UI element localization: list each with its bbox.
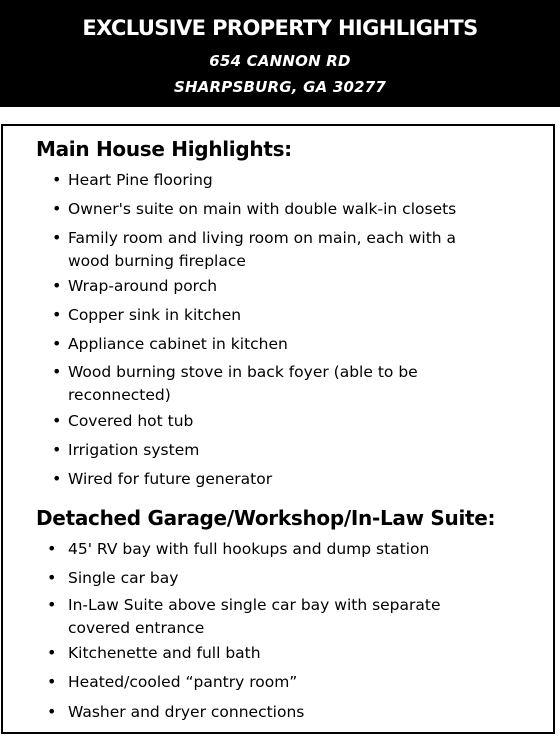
main-house-title: Main House Highlights: <box>36 137 292 161</box>
list-item-text: Covered hot tub <box>68 412 194 430</box>
bullet-icon: • <box>52 411 62 430</box>
garage-title: Detached Garage/Workshop/In-Law Suite: <box>36 506 496 530</box>
list-item-text: In-Law Suite above single car bay with separate <box>68 596 441 614</box>
list-item-text: Wrap-around porch <box>68 277 218 295</box>
list-item-text: Heart Pine flooring <box>68 171 213 189</box>
bullet-icon: • <box>47 539 57 558</box>
list-item-text: Heated/cooled “pantry room” <box>68 673 298 691</box>
address-city: SHARPSBURG, GA 30277 <box>173 78 387 96</box>
list-item-text: 45' RV bay with full hookups and dump station <box>68 540 430 558</box>
list-item-text: Owner's suite on main with double walk-in closets <box>68 200 457 218</box>
bullet-icon: • <box>52 170 62 189</box>
list-item-text: wood burning fireplace <box>68 252 246 270</box>
bullet-icon: • <box>52 334 62 353</box>
list-item-text: Wired for future generator <box>68 470 273 488</box>
bullet-icon: • <box>52 362 62 381</box>
list-item-text: Single car bay <box>68 569 179 587</box>
list-item-text: Washer and dryer connections <box>68 703 305 721</box>
list-item-text: Appliance cabinet in kitchen <box>68 335 288 353</box>
page-title: EXCLUSIVE PROPERTY HIGHLIGHTS <box>82 16 478 40</box>
list-item-text: reconnected) <box>68 386 171 404</box>
bullet-icon: • <box>47 702 57 721</box>
bullet-icon: • <box>52 469 62 488</box>
address-street: 654 CANNON RD <box>209 52 351 70</box>
list-item-text: covered entrance <box>68 619 205 637</box>
bullet-icon: • <box>52 228 62 247</box>
bullet-icon: • <box>52 276 62 295</box>
bullet-icon: • <box>47 595 57 614</box>
bullet-icon: • <box>47 568 57 587</box>
bullet-icon: • <box>52 199 62 218</box>
list-item-text: Irrigation system <box>68 441 200 459</box>
header-banner <box>0 0 560 107</box>
list-item-text: Wood burning stove in back foyer (able to be <box>68 363 418 381</box>
bullet-icon: • <box>52 305 62 324</box>
bullet-icon: • <box>52 440 62 459</box>
bullet-icon: • <box>47 643 57 662</box>
list-item-text: Kitchenette and full bath <box>68 644 261 662</box>
list-item-text: Copper sink in kitchen <box>68 306 242 324</box>
list-item-text: Family room and living room on main, each with a <box>68 229 457 247</box>
bullet-icon: • <box>47 672 57 691</box>
